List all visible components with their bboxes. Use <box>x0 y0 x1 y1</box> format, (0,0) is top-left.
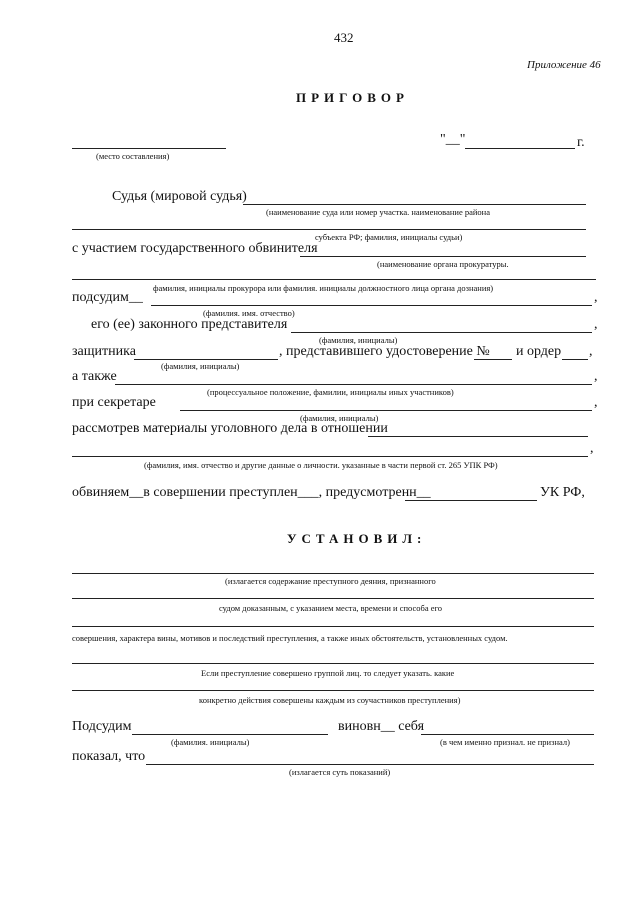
defendant-label: подсудим__ <box>72 290 143 305</box>
place-caption: (место составления) <box>96 151 170 161</box>
date-month-field-line[interactable] <box>465 148 575 149</box>
also-field-line[interactable] <box>115 384 592 385</box>
also-label: а также <box>72 369 117 384</box>
review-comma: , <box>590 441 594 456</box>
testimony-caption: (излагается суть показаний) <box>289 767 391 777</box>
defender-caption: (фамилия, инициалы) <box>161 361 240 371</box>
established-caption-2: судом доказанным, с указанием места, времени и способа его <box>219 603 443 613</box>
prosecutor-field-line-2[interactable] <box>72 279 596 280</box>
place-field-line[interactable] <box>72 148 226 149</box>
also-caption: (процессуальное положение, фамилии, инициалы иных участников) <box>207 387 454 397</box>
review-field-line[interactable] <box>368 436 588 437</box>
established-caption-1: (излагается содержание преступного деяния, признанного <box>225 576 436 586</box>
defendant-caption: (фамилия. имя. отчество) <box>203 308 295 318</box>
charge-text: обвиняем__в совершении преступлен___, предусмотренн__ <box>72 485 431 500</box>
testimony-field[interactable] <box>146 764 594 765</box>
established-caption-5: конкретно действия совершены каждым из соучастников преступления) <box>199 695 461 705</box>
representative-comma: , <box>594 317 598 332</box>
certificate-number-field[interactable] <box>474 359 512 360</box>
prosecutor-label: с участием государственного обвинителя <box>72 241 318 256</box>
appendix-label: Приложение 46 <box>527 59 601 71</box>
established-line-2[interactable] <box>72 598 594 599</box>
guilt-caption-left: (фамилия. инициалы) <box>171 737 250 747</box>
secretary-label: при секретаре <box>72 395 156 410</box>
secretary-field-line[interactable] <box>180 410 592 411</box>
defender-label: защитника <box>72 344 136 359</box>
testimony-label: показал, что <box>72 749 146 764</box>
also-comma: , <box>594 369 598 384</box>
prosecutor-caption-1: (наименование органа прокуратуры. <box>377 259 509 269</box>
judge-field-line-2[interactable] <box>72 229 586 230</box>
representative-field-line[interactable] <box>291 332 592 333</box>
defender-field-line[interactable] <box>134 359 278 360</box>
review-caption: (фамилия, имя. отчество и другие данные о личности. указанные в части первой ст. 265 УПК РФ) <box>144 460 498 470</box>
representative-label: его (ее) законного представителя <box>91 317 288 332</box>
charge-code: УК РФ, <box>540 485 585 500</box>
defendant-comma: , <box>594 290 598 305</box>
guilty-label: виновн__ себя <box>338 719 425 734</box>
secretary-comma: , <box>594 395 598 410</box>
order-number-field[interactable] <box>562 359 588 360</box>
review-label: рассмотрев материалы уголовного дела в отношении <box>72 421 388 436</box>
guilt-defendant-field[interactable] <box>132 734 328 735</box>
representative-caption: (фамилия, инициалы) <box>319 335 398 345</box>
established-caption-4: Если преступление совершено группой лиц. то следует указать. какие <box>201 668 455 678</box>
date-day-field[interactable]: "__" <box>440 132 466 147</box>
guilty-plea-field[interactable] <box>421 734 594 735</box>
established-line-1[interactable] <box>72 573 594 574</box>
established-line-5[interactable] <box>72 690 594 691</box>
guilt-defendant-label: Подсудим <box>72 719 132 734</box>
defender-comma: , <box>589 344 593 359</box>
review-field-line-2[interactable] <box>72 456 588 457</box>
certificate-text: , представившего удостоверение № <box>279 344 490 359</box>
year-suffix: г. <box>577 135 585 150</box>
established-title: УСТАНОВИЛ: <box>287 531 427 546</box>
document-title: ПРИГОВОР <box>296 90 409 105</box>
page-number: 432 <box>334 30 354 45</box>
judge-caption-1: (наименование суда или номер участка. наименование района <box>266 207 490 217</box>
judge-label: Судья (мировой судья) <box>112 189 247 204</box>
order-text: и ордер <box>516 344 562 359</box>
prosecutor-field-line[interactable] <box>300 256 586 257</box>
judge-field-line[interactable] <box>243 204 586 205</box>
charge-article-field[interactable] <box>405 500 537 501</box>
prosecutor-caption-2: фамилия, инициалы прокурора или фамилия. инициалы должностного лица органа дознания) <box>153 283 494 293</box>
established-line-4[interactable] <box>72 663 594 664</box>
guilt-caption-right: (в чем именно признал. не признал) <box>440 737 570 747</box>
established-caption-3: совершения, характера вины, мотивов и последствий преступления, а также иных обстоятельств, установленных судом. <box>72 633 508 643</box>
judge-caption-2: субъекта РФ; фамилия, инициалы судьи) <box>315 232 463 242</box>
secretary-caption: (фамилия, инициалы) <box>300 413 379 423</box>
defendant-field-line[interactable] <box>151 305 592 306</box>
established-line-3[interactable] <box>72 626 594 627</box>
